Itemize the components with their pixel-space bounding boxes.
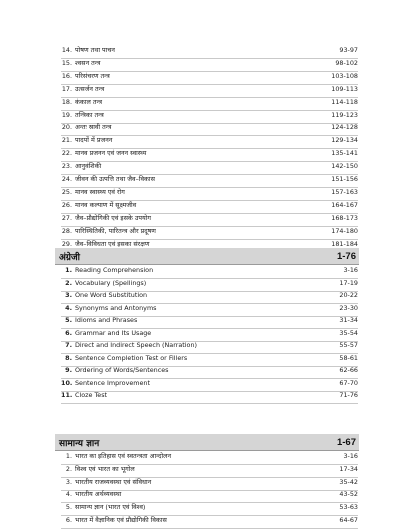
- entry-number: 27.: [61, 213, 72, 222]
- entry-pages: 98-102: [335, 58, 358, 67]
- entry-number: 22.: [61, 149, 72, 158]
- entry-number: 19.: [61, 110, 72, 119]
- entry-number: 5.: [65, 316, 72, 324]
- entry-pages: 17-19: [339, 278, 358, 287]
- entry-title: पादपों में प्रजनन: [75, 136, 113, 145]
- entry-number: 24.: [61, 175, 72, 183]
- entry-pages: 181-184: [331, 239, 358, 248]
- entry-title: जैव–प्रौद्योगिकी एवं इसके उपयोग: [75, 213, 151, 222]
- toc-entry: [61, 512, 358, 528]
- entry-title: भारत का इतिहास एवं स्वतन्त्रता आन्दोलन: [75, 452, 172, 460]
- entry-pages: 114-118: [331, 97, 358, 106]
- entry-pages: 151-156: [331, 175, 358, 183]
- entry-number: 2.: [65, 278, 72, 287]
- entry-pages: 17-34: [339, 464, 358, 473]
- entry-pages: 109-113: [331, 84, 358, 93]
- entry-title: आनुवंशिकी: [75, 162, 102, 171]
- entry-pages: 129-134: [331, 136, 358, 145]
- entry-pages: 43-52: [339, 490, 358, 499]
- entry-number: 8.: [65, 353, 72, 362]
- entry-pages: 58-61: [339, 353, 358, 362]
- entry-title: मानव स्वास्थ्य एवं रोग: [75, 187, 125, 196]
- entry-number: 1.: [65, 266, 72, 274]
- entry-title: Grammar and Its Usage: [75, 328, 152, 337]
- entry-title: जीवन की उत्पत्ति तथा जैव–विकास: [75, 175, 155, 183]
- entry-title: भारतीय अर्थव्यवस्था: [75, 490, 122, 499]
- entry-title: परिसंचरण तन्त्र: [75, 71, 110, 80]
- entry-pages: 53-63: [339, 503, 358, 512]
- entry-title: पारिस्थितिकी, पारितन्त्र और प्रदूषण: [75, 226, 156, 235]
- section-title: सामान्य ज्ञान: [59, 438, 100, 449]
- section-page-range: 1-67: [336, 436, 356, 448]
- entry-title: Reading Comprehension: [75, 266, 154, 274]
- entry-number: 28.: [61, 226, 72, 235]
- entry-number: 18.: [61, 97, 72, 106]
- entry-number: 7.: [65, 341, 72, 349]
- entry-number: 14.: [61, 46, 72, 54]
- entry-title: पोषण तथा पाचन: [75, 46, 115, 54]
- entry-title: सामान्य ज्ञान (भारत एवं विश्व): [75, 503, 146, 512]
- entry-number: 9.: [65, 366, 72, 374]
- entry-pages: 71-76: [339, 391, 358, 399]
- entry-number: 21.: [61, 136, 72, 145]
- entry-pages: 164-167: [331, 200, 358, 209]
- entry-pages: 93-97: [339, 46, 358, 54]
- entry-pages: 31-34: [339, 316, 358, 324]
- entry-number: 29.: [61, 239, 72, 248]
- entry-pages: 124-128: [331, 123, 358, 132]
- entry-pages: 55-57: [339, 341, 358, 349]
- entry-number: 4.: [65, 303, 72, 312]
- entry-number: 11.: [61, 391, 73, 399]
- row-divider: [61, 528, 358, 529]
- entry-title: Sentence Improvement: [75, 378, 150, 387]
- toc-entry: [61, 387, 358, 403]
- entry-number: 3.: [65, 291, 72, 299]
- entry-pages: 35-54: [339, 328, 358, 337]
- entry-title: Idioms and Phrases: [75, 316, 138, 324]
- entry-pages: 67-70: [339, 378, 358, 387]
- entry-number: 4.: [65, 490, 72, 499]
- entry-pages: 119-123: [331, 110, 358, 119]
- entry-title: श्वसन तन्त्र: [75, 58, 101, 67]
- entry-pages: 64-67: [339, 516, 358, 524]
- entry-number: 26.: [61, 200, 72, 209]
- entry-number: 17.: [61, 84, 72, 93]
- entry-number: 5.: [65, 503, 72, 512]
- entry-pages: 103-108: [331, 71, 358, 80]
- entry-pages: 135-141: [331, 149, 358, 158]
- entry-number: 20.: [61, 123, 72, 132]
- entry-number: 15.: [61, 58, 72, 67]
- entry-title: Vocabulary (Spellings): [75, 278, 147, 287]
- entry-pages: 62-66: [339, 366, 358, 374]
- entry-title: भारतीय राजव्यवस्था एवं संविधान: [75, 477, 152, 486]
- entry-number: 25.: [61, 187, 72, 196]
- entry-pages: 174-180: [331, 226, 358, 235]
- entry-title: Direct and Indirect Speech (Narration): [75, 341, 198, 349]
- entry-pages: 142-150: [331, 162, 358, 171]
- entry-title: भारत में वैज्ञानिक एवं प्रौद्योगिकी विकास: [75, 516, 167, 524]
- entry-pages: 3-16: [343, 266, 358, 274]
- entry-title: Synonyms and Antonyms: [75, 303, 157, 312]
- entry-title: मानव कल्याण में सूक्ष्मजीव: [75, 200, 137, 209]
- section-page-range: 1-76: [336, 250, 356, 262]
- row-divider: [61, 403, 358, 404]
- entry-title: तन्त्रिका तन्त्र: [75, 110, 104, 119]
- entry-pages: 35-42: [339, 477, 358, 486]
- entry-number: 10.: [61, 378, 73, 387]
- entry-title: अन्तः स्रावी तन्त्र: [75, 123, 112, 132]
- entry-number: 23.: [61, 162, 72, 171]
- entry-number: 1.: [65, 452, 72, 460]
- entry-pages: 168-173: [331, 213, 358, 222]
- entry-title: Ordering of Words/Sentences: [75, 366, 169, 374]
- entry-title: जैव–विविधता एवं इसका संरक्षण: [75, 239, 150, 248]
- section-title: अंग्रेजी: [59, 252, 80, 263]
- entry-pages: 3-16: [343, 452, 358, 460]
- entry-title: उत्सर्जन तन्त्र: [75, 84, 105, 93]
- entry-title: कंकाल तन्त्र: [75, 97, 103, 106]
- entry-number: 6.: [65, 516, 72, 524]
- entry-number: 6.: [65, 328, 72, 337]
- entry-title: Cloze Test: [75, 391, 108, 399]
- entry-title: मानव प्रजनन एवं जनन स्वास्थ्य: [75, 149, 147, 158]
- entry-number: 2.: [65, 464, 72, 473]
- entry-pages: 157-163: [331, 187, 358, 196]
- entry-number: 3.: [65, 477, 72, 486]
- entry-title: One Word Substitution: [75, 291, 148, 299]
- entry-pages: 20-22: [339, 291, 358, 299]
- entry-number: 16.: [61, 71, 72, 80]
- entry-title: विश्व एवं भारत का भूगोल: [75, 464, 135, 473]
- entry-pages: 23-30: [339, 303, 358, 312]
- entry-title: Sentence Completion Test or Fillers: [75, 353, 188, 362]
